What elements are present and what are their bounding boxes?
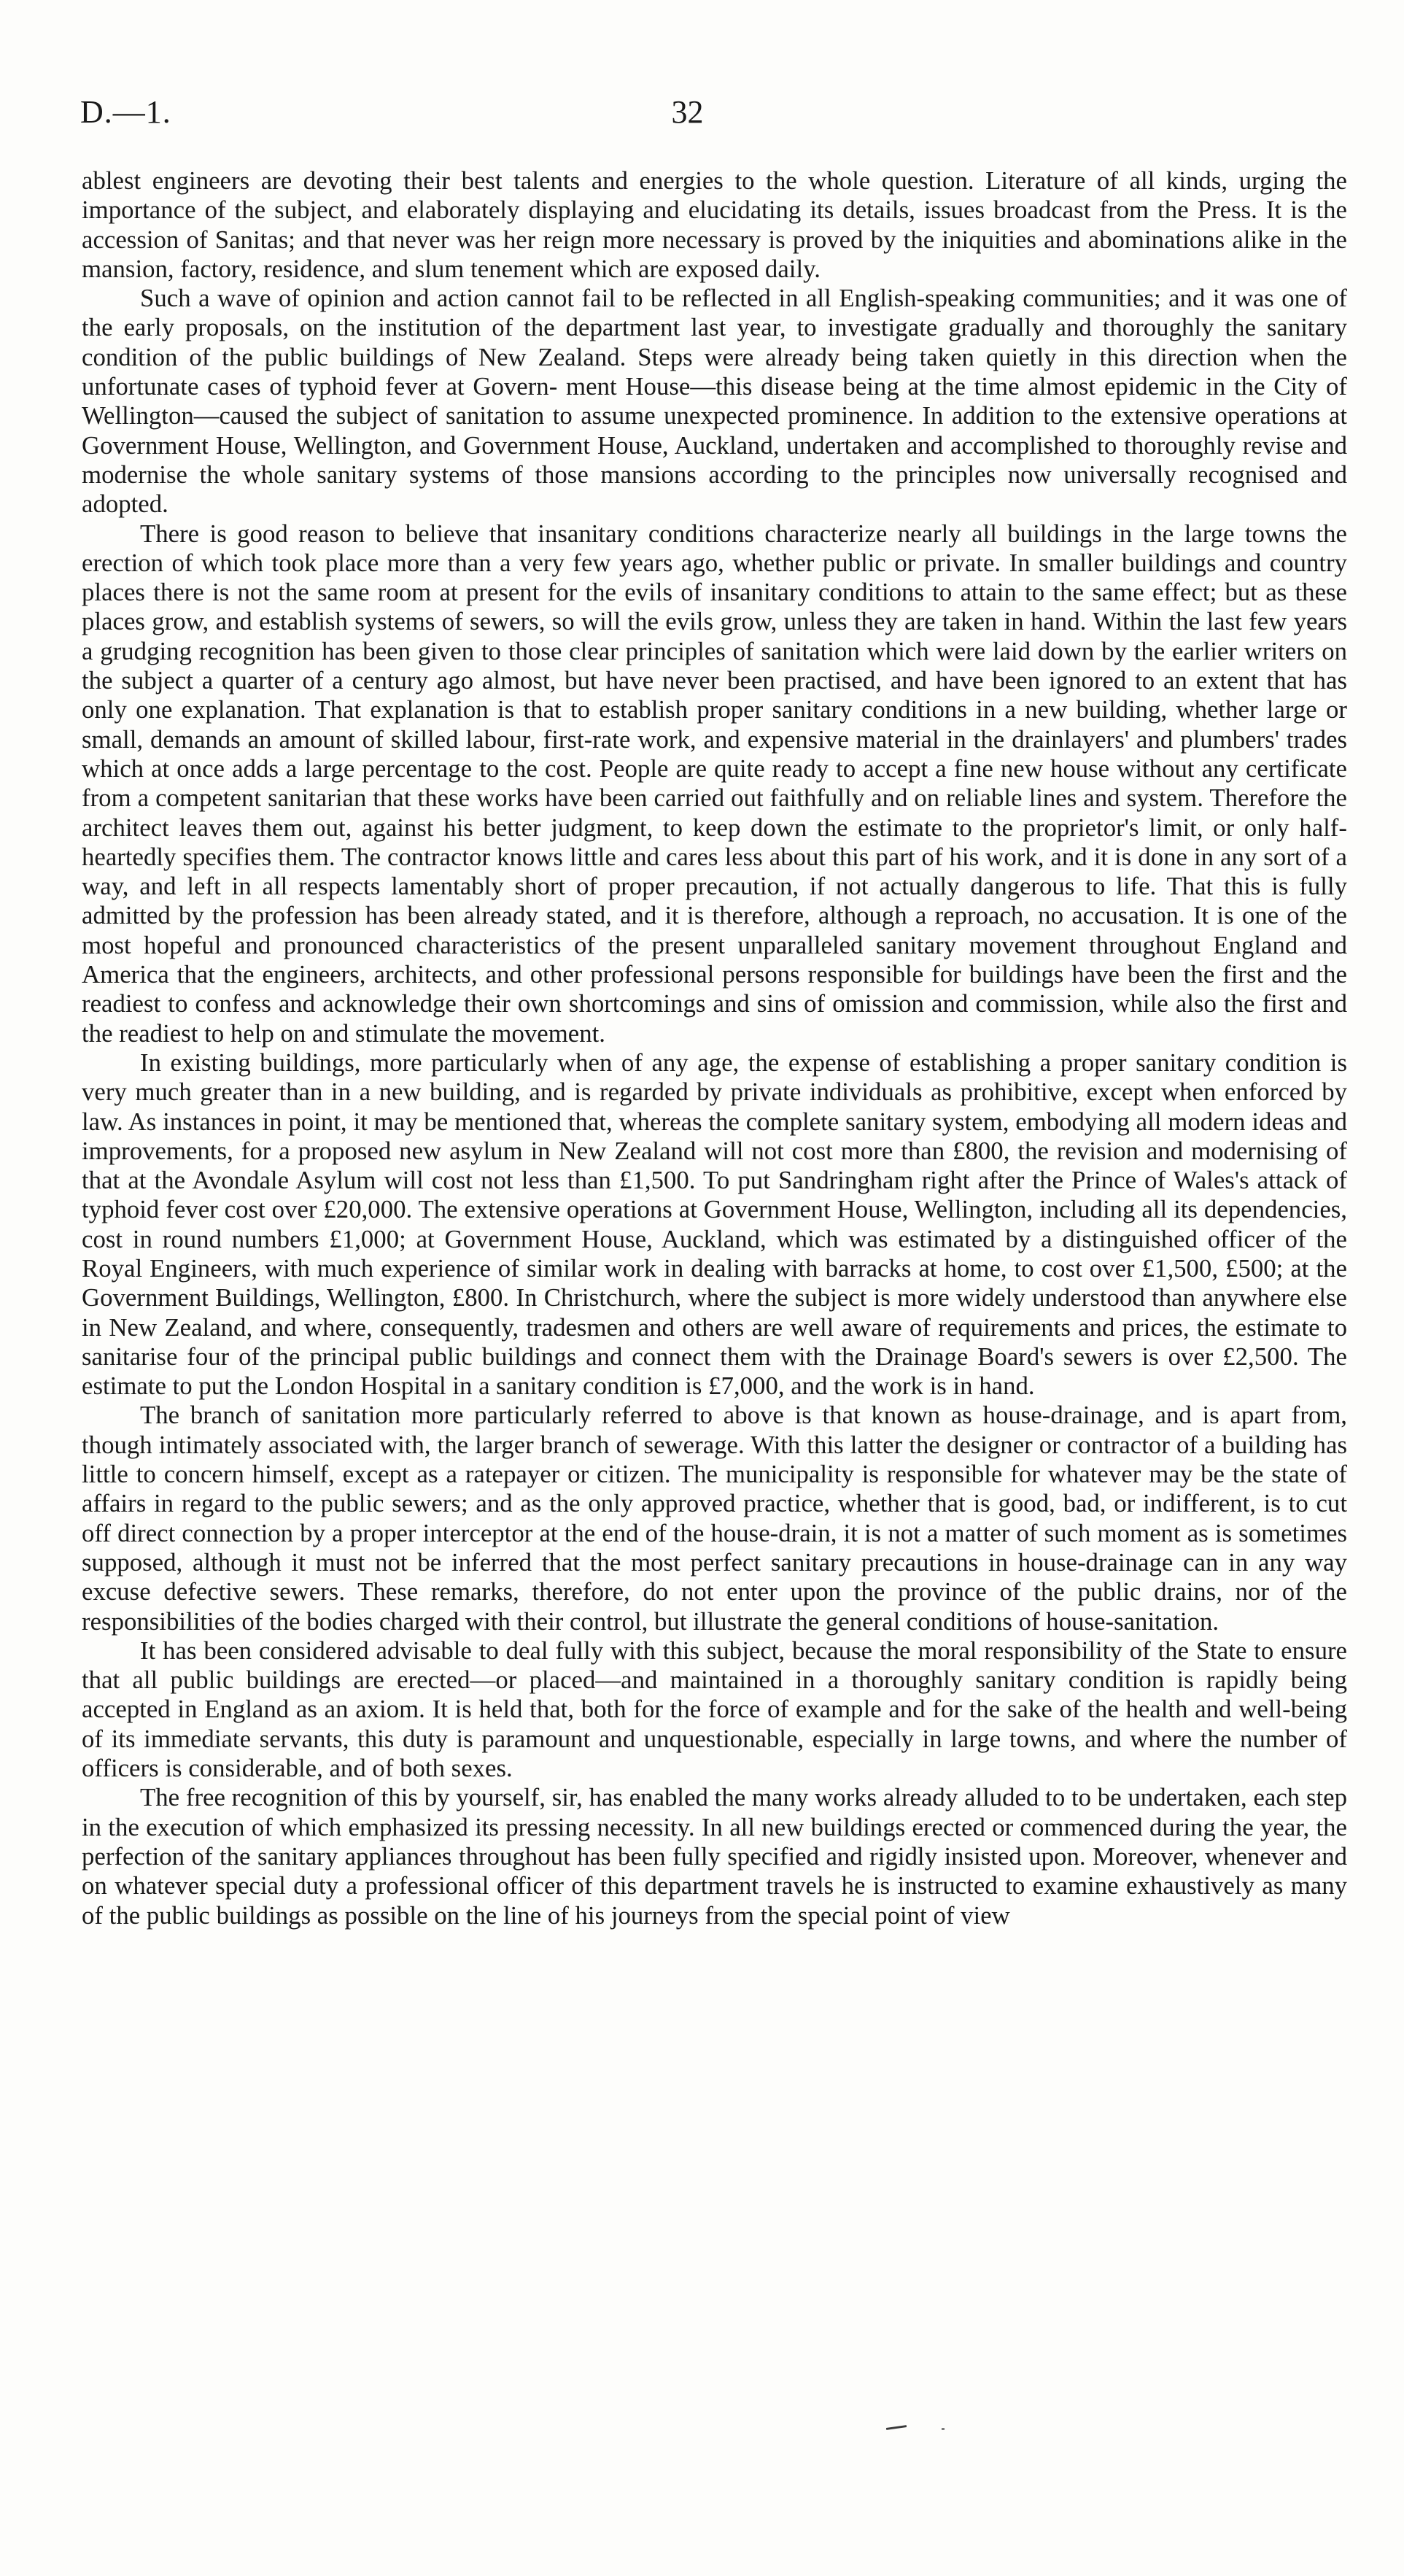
paragraph-2: Such a wave of opinion and action cannot fail to be reflected in all English-speaking communities; and it was one of the early proposals, on the institution of the department last year, to investigate gradually and thoroughly the sanitary condition of the public buildings of New Zealand. Steps were already being taken quietly in this direction when the unfortunate cases of typhoid fever at Govern- ment House—this disease being at the time almost epidemic in the City of Wellington—caused the subject of sanitation to assume unexpected prominence. In addition to the extensive operations at Government House, Wellington, and Government House, Auckland, undertaken and accomplished to thoroughly revise and modernise the whole sanitary systems of those mansions according to the principles now universally recognised and adopted. [82, 284, 1347, 519]
print-dash-mark [886, 2425, 907, 2430]
paragraph-3: There is good reason to believe that insanitary conditions characterize nearly all buildings in the large towns the erection of which took place more than a very few years ago, whether public or private. In smaller buildings and country places there is not the same room at present for the evils of insanitary conditions to attain to the same effect; but as these places grow, and establish systems of sewers, so will the evils grow, unless they are taken in hand. Within the last few years a grudging recognition has been given to those clear principles of sanitation which were laid down by the earlier writers on the subject a quarter of a century ago almost, but have never been practised, and have been ignored to an extent that has only one explanation. That explanation is that to establish proper sanitary conditions in a new building, whether large or small, demands an amount of skilled labour, first-rate work, and expensive material in the drainlayers' and plumbers' trades which at once adds a large percentage to the cost. People are quite ready to accept a fine new house without any certificate from a competent sanitarian that these works have been carried out faithfully and on reliable lines and system. Therefore the architect leaves them out, against his better judgment, to keep down the estimate to the proprietor's limit, or only half- heartedly specifies them. The contractor knows little and cares less about this part of his work, and it is done in any sort of a way, and left in all respects lamentably short of proper precaution, if not actually dangerous to life. That this is fully admitted by the profession has been already stated, and it is therefore, although a reproach, no accusation. It is one of the most hopeful and pronounced characteristics of the present unparalleled sanitary movement throughout England and America that the engineers, architects, and other professional persons responsible for buildings have been the first and the readiest to confess and acknowledge their own shortcomings and sins of omission and commission, while also the first and the readiest to help on and stimulate the movement. [82, 519, 1347, 1048]
paragraph-7: The free recognition of this by yourself, sir, has enabled the many works already alluded to to be undertaken, each step in the execution of which emphasized its pressing necessity. In all new buildings erected or commenced during the year, the perfection of the sanitary appliances throughout has been fully specified and rigidly insisted upon. Moreover, whenever and on whatever special duty a professional officer of this department travels he is instructed to examine exhaustively as many of the public buildings as possible on the line of his journeys from the special point of view [82, 1783, 1347, 1930]
paragraph-5: The branch of sanitation more particularly referred to above is that known as house-drainage, and is apart from, though intimately associated with, the larger branch of sewerage. With this latter the designer or contractor of a building has little to concern himself, except as a ratepayer or citizen. The municipality is responsible for whatever may be the state of affairs in regard to the public sewers; and as the only approved practice, whether that is good, bad, or indifferent, is to cut off direct connection by a proper interceptor at the end of the house-drain, it is not a matter of such moment as is sometimes supposed, although it must not be inferred that the most perfect sanitary precautions in house-drainage can in any way excuse defective sewers. These remarks, therefore, do not enter upon the province of the public drains, nor of the responsibilities of the bodies charged with their control, but illustrate the general conditions of house-sanitation. [82, 1401, 1347, 1636]
paragraph-6: It has been considered advisable to deal fully with this subject, because the moral responsibility of the State to ensure that all public buildings are erected—or placed—and maintained in a thoroughly sanitary condition is rapidly being accepted in England as an axiom. It is held that, both for the force of example and for the sake of the health and well-being of its immediate servants, this duty is paramount and unquestionable, especially in large towns, and where the number of officers is considerable, and of both sexes. [82, 1636, 1347, 1783]
body-text [82, 166, 1347, 1930]
print-dot-mark [942, 2428, 945, 2430]
paragraph-4: In existing buildings, more particularly when of any age, the expense of establishing a proper sanitary condition is very much greater than in a new building, and is regarded by private individuals as prohibitive, except when enforced by law. As instances in point, it may be mentioned that, whereas the complete sanitary system, embodying all modern ideas and improvements, for a proposed new asylum in New Zealand will not cost more than £800, the revision and modernising of that at the Avondale Asylum will cost not less than £1,500. To put Sandringham right after the Prince of Wales's attack of typhoid fever cost over £20,000. The extensive operations at Government House, Wellington, including all its dependencies, cost in round numbers £1,000; at Government House, Auckland, which was estimated by a distinguished officer of the Royal Engineers, with much experience of similar work in dealing with barracks at home, to cost over £1,500, £500; at the Government Buildings, Wellington, £800. In Christchurch, where the subject is more widely understood than anywhere else in New Zealand, and where, consequently, tradesmen and others are well aware of requirements and prices, the estimate to sanitarise four of the principal public buildings and connect them with the Drainage Board's sewers is over £2,500. The estimate to put the London Hospital in a sanitary condition is £7,000, and the work is in hand. [82, 1048, 1347, 1401]
page-number: 32 [671, 94, 704, 130]
print-marks [879, 2422, 966, 2437]
paragraph-1: ablest engineers are devoting their best talents and energies to the whole question. Literature of all kinds, urging the importance of the subject, and elaborately displaying and elucidating its details, issues broadcast from the Press. It is the accession of Sanitas; and that never was her reign more necessary is proved by the iniquities and abominations alike in the mansion, factory, residence, and slum tenement which are exposed daily. [82, 166, 1347, 283]
document-reference: D.—1. [80, 94, 171, 130]
page-header [66, 93, 1309, 137]
